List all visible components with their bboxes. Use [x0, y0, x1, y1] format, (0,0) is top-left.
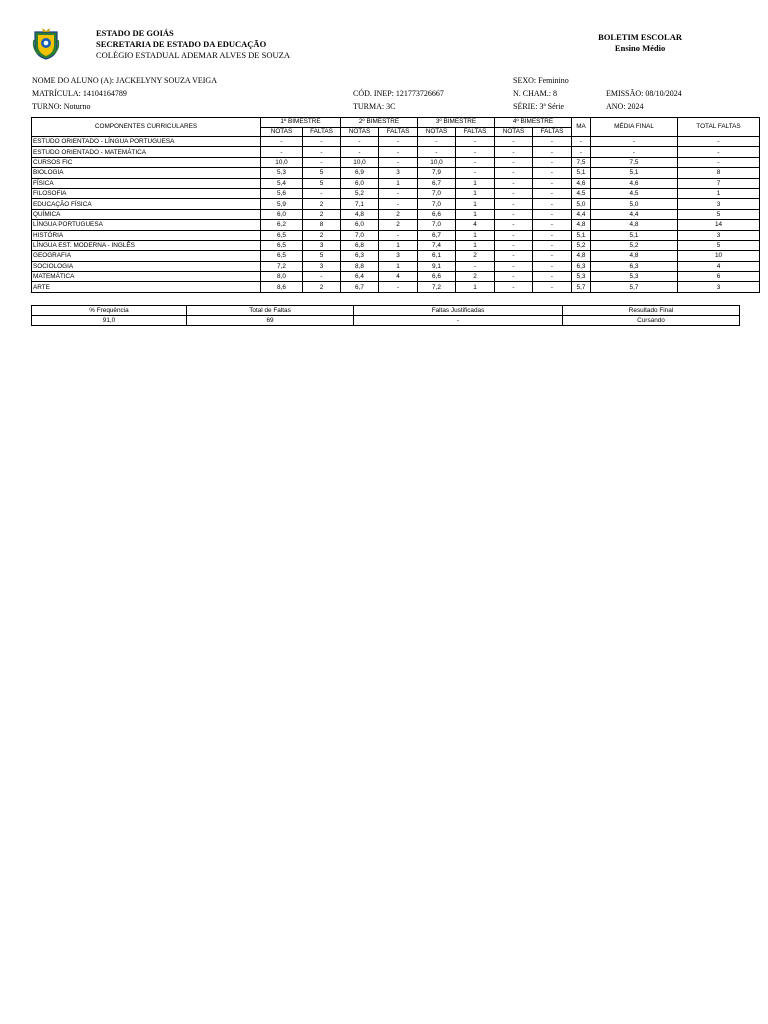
- b4-faltas: -: [533, 240, 572, 250]
- b2-nota: 6,9: [341, 168, 379, 178]
- b3-nota: 7,0: [418, 199, 456, 209]
- total-absences: 10: [678, 251, 760, 261]
- b1-nota: 6,5: [261, 230, 303, 240]
- b2-nota: 7,0: [341, 230, 379, 240]
- ma-value: 4,8: [572, 220, 591, 230]
- b1-nota: 5,3: [261, 168, 303, 178]
- b1-nota: 8,0: [261, 272, 303, 282]
- components-header: COMPONENTES CURRICULARES: [32, 118, 261, 137]
- ma-value: 7,5: [572, 157, 591, 167]
- subject-name: BIOLOGIA: [32, 168, 261, 178]
- b4-nota: -: [495, 137, 533, 147]
- ma-value: -: [572, 147, 591, 157]
- b2-faltas: -: [379, 230, 418, 240]
- ma-value: 4,4: [572, 209, 591, 219]
- final-result-value: Cursando: [563, 316, 740, 326]
- b4-faltas: -: [533, 168, 572, 178]
- document-title: [598, 32, 682, 54]
- b2-faltas: 1: [379, 240, 418, 250]
- b4-faltas: -: [533, 272, 572, 282]
- table-row: [32, 209, 760, 219]
- table-row: [32, 147, 760, 157]
- frequency-label: % Frequência: [32, 306, 187, 316]
- subject-name: GEOGRAFIA: [32, 251, 261, 261]
- b2-nota: 6,0: [341, 178, 379, 188]
- table-row: [32, 220, 760, 230]
- b4-faltas: -: [533, 230, 572, 240]
- report-title: BOLETIM ESCOLAR: [598, 32, 682, 42]
- final-average: 5,2: [591, 240, 678, 250]
- b4-faltas: -: [533, 282, 572, 292]
- ma-header: MA: [572, 118, 591, 137]
- final-average: -: [591, 137, 678, 147]
- b1-nota: 6,5: [261, 251, 303, 261]
- b3-faltas: 2: [456, 251, 495, 261]
- total-absences: 1: [678, 188, 760, 198]
- b2-nota: 10,0: [341, 157, 379, 167]
- final-average: 4,4: [591, 209, 678, 219]
- subject-name: FÍSICA: [32, 178, 261, 188]
- b4-nota: -: [495, 240, 533, 250]
- b2-faltas: 1: [379, 178, 418, 188]
- final-result-label: Resultado Final: [563, 306, 740, 316]
- final-average: 6,3: [591, 261, 678, 271]
- ma-value: 6,3: [572, 261, 591, 271]
- bimester-4-header: 4º BIMESTRE: [495, 118, 572, 128]
- b1-nota: 8,6: [261, 282, 303, 292]
- final-average: 5,0: [591, 199, 678, 209]
- table-row: [32, 137, 760, 147]
- b4-nota: -: [495, 209, 533, 219]
- subject-name: EDUCAÇÃO FÍSICA: [32, 199, 261, 209]
- b1-nota: 7,2: [261, 261, 303, 271]
- bimester-1-header: 1º BIMESTRE: [261, 118, 341, 128]
- b3-faltas: 2: [456, 272, 495, 282]
- b2-nota: 6,4: [341, 272, 379, 282]
- b2-nota: 6,0: [341, 220, 379, 230]
- table-row: [32, 261, 760, 271]
- b2-nota: -: [341, 137, 379, 147]
- grades-table: [31, 117, 760, 293]
- document-header: [32, 26, 738, 66]
- subject-name: QUÍMICA: [32, 209, 261, 219]
- final-average: 5,3: [591, 272, 678, 282]
- student-grade: SÉRIE: 3ª Série: [513, 102, 565, 111]
- b1-faltas: -: [303, 188, 341, 198]
- inep-code: CÓD. INEP: 121773726667: [353, 89, 444, 98]
- b4-faltas: -: [533, 209, 572, 219]
- b3-faltas: -: [456, 147, 495, 157]
- b3-nota: 9,1: [418, 261, 456, 271]
- frequency-value: 91,0: [32, 316, 187, 326]
- b2-faltas: 2: [379, 220, 418, 230]
- student-matricula: MATRÍCULA: 14104164789: [32, 89, 127, 98]
- goias-coat-of-arms-icon: [32, 26, 60, 60]
- b4-nota: -: [495, 168, 533, 178]
- final-average-header: MÉDIA FINAL: [591, 118, 678, 137]
- b1-nota: 6,0: [261, 209, 303, 219]
- table-row: [32, 178, 760, 188]
- justified-absences-label: Faltas Justificadas: [354, 306, 563, 316]
- b2-nota: 6,7: [341, 282, 379, 292]
- b3-faltas: 1: [456, 199, 495, 209]
- total-absences: 3: [678, 230, 760, 240]
- b3-faltas: 1: [456, 178, 495, 188]
- subject-name: LÍNGUA EST. MODERNA - INGLÊS: [32, 240, 261, 250]
- final-average: 7,5: [591, 157, 678, 167]
- ma-value: 5,1: [572, 230, 591, 240]
- report-subtitle: Ensino Médio: [614, 43, 666, 53]
- total-absences-label: Total de Faltas: [187, 306, 354, 316]
- b1-nota: 5,4: [261, 178, 303, 188]
- b1-faltas: 5: [303, 168, 341, 178]
- table-row: [32, 282, 760, 292]
- b4-faltas: -: [533, 147, 572, 157]
- b3-faltas: 4: [456, 220, 495, 230]
- emission-date: EMISSÃO: 08/10/2024: [606, 89, 682, 98]
- total-absences-value: 69: [187, 316, 354, 326]
- b4-faltas: -: [533, 157, 572, 167]
- b2-faltas: 4: [379, 272, 418, 282]
- b1-faltas: -: [303, 147, 341, 157]
- ma-value: 4,6: [572, 178, 591, 188]
- b1-nota: 5,9: [261, 199, 303, 209]
- table-row: [32, 157, 760, 167]
- student-class: TURMA: 3C: [353, 102, 396, 111]
- total-absences: -: [678, 137, 760, 147]
- header-institution: [96, 28, 290, 61]
- b1-faltas: 5: [303, 178, 341, 188]
- b2-faltas: -: [379, 157, 418, 167]
- b4-nota: -: [495, 230, 533, 240]
- b3-nota: 6,6: [418, 272, 456, 282]
- b1-nota: 6,2: [261, 220, 303, 230]
- b1-faltas: 2: [303, 230, 341, 240]
- call-number: N. CHAM.: 8: [513, 89, 558, 98]
- b2-nota: 7,1: [341, 199, 379, 209]
- b2-faltas: -: [379, 282, 418, 292]
- b3-nota: -: [418, 137, 456, 147]
- final-average: -: [591, 147, 678, 157]
- b4-faltas: -: [533, 137, 572, 147]
- table-row: [32, 240, 760, 250]
- school-name: COLÉGIO ESTADUAL ADEMAR ALVES DE SOUZA: [96, 50, 290, 60]
- b3-nota: 7,0: [418, 188, 456, 198]
- b3-faltas: -: [456, 168, 495, 178]
- b1-faltas: 2: [303, 199, 341, 209]
- bimester-2-header: 2º BIMESTRE: [341, 118, 418, 128]
- b3-nota: 7,0: [418, 220, 456, 230]
- subject-name: SOCIOLOGIA: [32, 261, 261, 271]
- b2-faltas: 1: [379, 261, 418, 271]
- subject-name: CURSOS FIC: [32, 157, 261, 167]
- b2-nota: 4,8: [341, 209, 379, 219]
- student-sex: SEXO: Feminino: [513, 76, 569, 85]
- b4-faltas: -: [533, 261, 572, 271]
- b3-nota: 7,4: [418, 240, 456, 250]
- bimester-3-header: 3º BIMESTRE: [418, 118, 495, 128]
- b4-faltas-header: FALTAS: [533, 127, 572, 137]
- b4-nota: -: [495, 251, 533, 261]
- ma-value: 4,5: [572, 188, 591, 198]
- b4-faltas: -: [533, 199, 572, 209]
- summary-table: [31, 305, 740, 326]
- b3-faltas: 1: [456, 240, 495, 250]
- ma-value: 5,2: [572, 240, 591, 250]
- state-name: ESTADO DE GOIÁS: [96, 28, 174, 38]
- school-year: ANO: 2024: [606, 102, 644, 111]
- b1-nota: -: [261, 137, 303, 147]
- b1-nota: 6,5: [261, 240, 303, 250]
- b3-faltas: 1: [456, 230, 495, 240]
- b2-nota: 5,2: [341, 188, 379, 198]
- b3-nota: 10,0: [418, 157, 456, 167]
- b4-nota: -: [495, 199, 533, 209]
- b2-faltas: 3: [379, 168, 418, 178]
- subject-name: ARTE: [32, 282, 261, 292]
- table-row: [32, 199, 760, 209]
- b4-nota: -: [495, 178, 533, 188]
- table-row: [32, 230, 760, 240]
- b4-notas-header: NOTAS: [495, 127, 533, 137]
- subject-name: ESTUDO ORIENTADO - MATEMÁTICA: [32, 147, 261, 157]
- final-average: 4,6: [591, 178, 678, 188]
- b3-faltas: 1: [456, 188, 495, 198]
- b3-nota: -: [418, 147, 456, 157]
- b4-nota: -: [495, 157, 533, 167]
- b4-nota: -: [495, 147, 533, 157]
- total-absences: 5: [678, 240, 760, 250]
- total-absences: -: [678, 157, 760, 167]
- b2-notas-header: NOTAS: [341, 127, 379, 137]
- ma-value: 5,3: [572, 272, 591, 282]
- b3-nota: 7,2: [418, 282, 456, 292]
- b2-faltas: -: [379, 199, 418, 209]
- b3-nota: 6,7: [418, 178, 456, 188]
- b2-faltas: 2: [379, 209, 418, 219]
- ma-value: 5,0: [572, 199, 591, 209]
- b2-nota: 8,8: [341, 261, 379, 271]
- b3-faltas-header: FALTAS: [456, 127, 495, 137]
- justified-absences-value: -: [354, 316, 563, 326]
- total-absences: 4: [678, 261, 760, 271]
- b3-faltas: -: [456, 137, 495, 147]
- grades-body: [32, 137, 760, 293]
- b3-nota: 7,9: [418, 168, 456, 178]
- table-row: [32, 251, 760, 261]
- final-average: 5,7: [591, 282, 678, 292]
- b3-nota: 6,6: [418, 209, 456, 219]
- total-absences: 3: [678, 199, 760, 209]
- subject-name: LÍNGUA PORTUGUESA: [32, 220, 261, 230]
- table-row: [32, 272, 760, 282]
- total-absences: 6: [678, 272, 760, 282]
- b2-faltas: -: [379, 188, 418, 198]
- b4-nota: -: [495, 188, 533, 198]
- b3-faltas: 1: [456, 209, 495, 219]
- b1-faltas: -: [303, 272, 341, 282]
- b1-faltas-header: FALTAS: [303, 127, 341, 137]
- final-average: 4,5: [591, 188, 678, 198]
- b1-faltas: -: [303, 137, 341, 147]
- b4-faltas: -: [533, 178, 572, 188]
- subject-name: ESTUDO ORIENTADO - LÍNGUA PORTUGUESA: [32, 137, 261, 147]
- student-name: NOME DO ALUNO (A): JACKELYNY SOUZA VEIGA: [32, 76, 217, 85]
- ma-value: 5,1: [572, 168, 591, 178]
- final-average: 4,8: [591, 251, 678, 261]
- b1-nota: 5,6: [261, 188, 303, 198]
- b3-nota: 6,1: [418, 251, 456, 261]
- b1-faltas: 2: [303, 282, 341, 292]
- total-absences-header: TOTAL FALTAS: [678, 118, 760, 137]
- b1-faltas: 5: [303, 251, 341, 261]
- b2-nota: 6,8: [341, 240, 379, 250]
- ma-value: -: [572, 137, 591, 147]
- b3-nota: 6,7: [418, 230, 456, 240]
- student-shift: TURNO: Noturno: [32, 102, 91, 111]
- total-absences: 7: [678, 178, 760, 188]
- b2-faltas-header: FALTAS: [379, 127, 418, 137]
- secretariat-name: SECRETARIA DE ESTADO DA EDUCAÇÃO: [96, 39, 267, 49]
- b2-faltas: -: [379, 147, 418, 157]
- subject-name: FILOSOFIA: [32, 188, 261, 198]
- b2-faltas: 3: [379, 251, 418, 261]
- table-row: [32, 188, 760, 198]
- b4-nota: -: [495, 261, 533, 271]
- b4-faltas: -: [533, 251, 572, 261]
- b1-nota: -: [261, 147, 303, 157]
- b2-faltas: -: [379, 137, 418, 147]
- total-absences: 3: [678, 282, 760, 292]
- ma-value: 4,8: [572, 251, 591, 261]
- b1-faltas: 3: [303, 240, 341, 250]
- b1-notas-header: NOTAS: [261, 127, 303, 137]
- total-absences: 8: [678, 168, 760, 178]
- total-absences: 14: [678, 220, 760, 230]
- final-average: 5,1: [591, 230, 678, 240]
- subject-name: HISTÓRIA: [32, 230, 261, 240]
- b1-faltas: 8: [303, 220, 341, 230]
- b4-nota: -: [495, 220, 533, 230]
- b4-nota: -: [495, 282, 533, 292]
- total-absences: 5: [678, 209, 760, 219]
- total-absences: -: [678, 147, 760, 157]
- b1-faltas: 2: [303, 209, 341, 219]
- subject-name: MATEMÁTICA: [32, 272, 261, 282]
- ma-value: 5,7: [572, 282, 591, 292]
- final-average: 4,8: [591, 220, 678, 230]
- b1-faltas: -: [303, 157, 341, 167]
- table-row: [32, 168, 760, 178]
- b3-notas-header: NOTAS: [418, 127, 456, 137]
- b4-faltas: -: [533, 220, 572, 230]
- b3-faltas: -: [456, 261, 495, 271]
- b1-nota: 10,0: [261, 157, 303, 167]
- b3-faltas: 1: [456, 282, 495, 292]
- b4-nota: -: [495, 272, 533, 282]
- final-average: 5,1: [591, 168, 678, 178]
- b2-nota: 6,3: [341, 251, 379, 261]
- b1-faltas: 3: [303, 261, 341, 271]
- b4-faltas: -: [533, 188, 572, 198]
- b3-faltas: -: [456, 157, 495, 167]
- b2-nota: -: [341, 147, 379, 157]
